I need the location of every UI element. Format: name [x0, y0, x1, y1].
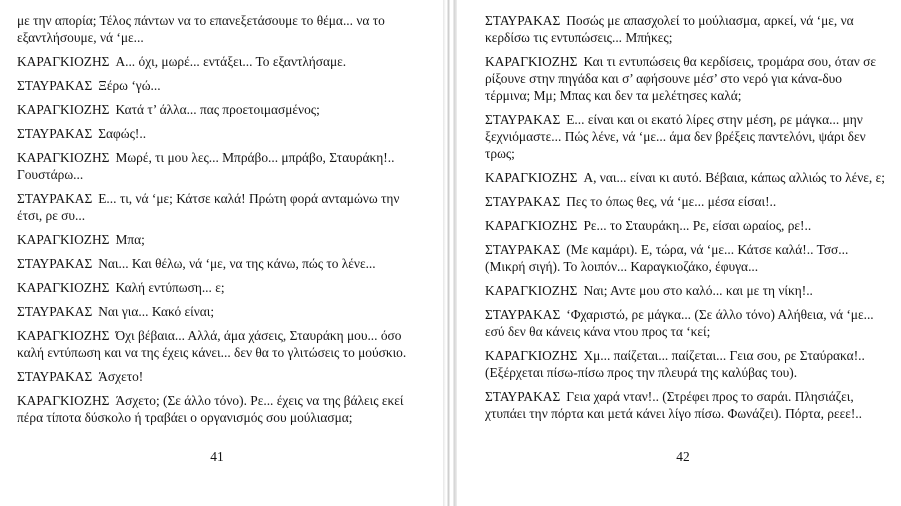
book-gutter	[443, 0, 457, 506]
left-page-text	[17, 12, 427, 433]
right-page-number: 42	[676, 449, 690, 464]
dialogue-paragraph	[17, 327, 427, 361]
right-page-text	[485, 12, 885, 429]
dialogue-text: Όχι βέβαια... Αλλά, άμα χάσεις, Σταυράκη μου... όσο καλή εντύπωση και να της έχεις κάνει... δεν θα το γλιτώσεις το μούσκιο.	[17, 328, 407, 360]
dialogue-text: Ρε... το Σταυράκη... Ρε, είσαι ωραίος, ρε!..	[583, 218, 812, 233]
dialogue-text: Πες το όπως θες, νά ‘με... μέσα είσαι!..	[566, 194, 777, 209]
speaker-name: ΚΑΡΑΓΚΙΟΖΗΣ	[485, 348, 578, 363]
speaker-name: ΚΑΡΑΓΚΙΟΖΗΣ	[17, 328, 110, 343]
dialogue-text: Α, ναι... είναι κι αυτό. Βέβαια, κάπως αλλιώς το λένε, ε;	[583, 170, 885, 185]
dialogue-paragraph	[17, 190, 427, 224]
speaker-name: ΣΤΑΥΡΑΚΑΣ	[485, 13, 561, 28]
speaker-name: ΣΤΑΥΡΑΚΑΣ	[485, 194, 561, 209]
dialogue-paragraph	[17, 12, 427, 46]
dialogue-text: Α... όχι, μωρέ... εντάξει... Το εξαντλήσαμε.	[115, 54, 347, 69]
dialogue-text: Ε... τι, νά ‘με; Κάτσε καλά! Πρώτη φορά ανταμώνω την έτσι, ρε συ...	[17, 191, 400, 223]
dialogue-text: Καλή εντύπωση... ε;	[115, 280, 225, 295]
speaker-name: ΚΑΡΑΓΚΙΟΖΗΣ	[17, 54, 110, 69]
speaker-name: ΚΑΡΑΓΚΙΟΖΗΣ	[485, 218, 578, 233]
dialogue-paragraph	[485, 12, 885, 46]
dialogue-text: Κατά τ’ άλλα... πας προετοιμασμένος;	[115, 102, 320, 117]
dialogue-text: με την απορία; Τέλος πάντων να το επανεξετάσουμε το θέμα... να το εξαντλήσουμε, νά ‘με...	[17, 13, 385, 45]
dialogue-text: Ε... είναι και οι εκατό λίρες στην μέση, ρε μάγκα... μην ξεχνιόμαστε... Πώς λένε, νά ‘με... άμα δεν βρέξεις παντελόνι, ψάρι δεν τρως;	[485, 112, 866, 161]
speaker-name: ΚΑΡΑΓΚΙΟΖΗΣ	[17, 232, 110, 247]
dialogue-paragraph	[17, 303, 427, 320]
dialogue-paragraph	[17, 77, 427, 94]
dialogue-paragraph	[17, 53, 427, 70]
speaker-name: ΚΑΡΑΓΚΙΟΖΗΣ	[17, 102, 110, 117]
dialogue-paragraph	[485, 306, 885, 340]
left-page-number: 41	[210, 449, 224, 464]
dialogue-paragraph	[17, 231, 427, 248]
speaker-name: ΣΤΑΥΡΑΚΑΣ	[485, 112, 561, 127]
dialogue-paragraph	[485, 347, 885, 381]
dialogue-paragraph	[17, 279, 427, 296]
dialogue-paragraph	[485, 193, 885, 210]
dialogue-paragraph	[17, 368, 427, 385]
speaker-name: ΣΤΑΥΡΑΚΑΣ	[17, 369, 93, 384]
dialogue-paragraph	[485, 388, 885, 422]
dialogue-text: Ποσώς με απασχολεί το μούλιασμα, αρκεί, νά ‘με, να κερδίσω τις εντυπώσεις... Μπήκες;	[485, 13, 854, 45]
speaker-name: ΣΤΑΥΡΑΚΑΣ	[17, 126, 93, 141]
dialogue-text: Ξέρω ‘γώ...	[98, 78, 161, 93]
left-page	[0, 0, 443, 506]
right-page	[457, 0, 901, 506]
dialogue-text: Μωρέ, τι μου λες... Μπράβο... μπράβο, Σταυράκη!.. Γουστάρω...	[17, 150, 395, 182]
dialogue-paragraph	[17, 149, 427, 183]
dialogue-paragraph	[485, 111, 885, 162]
speaker-name: ΣΤΑΥΡΑΚΑΣ	[485, 242, 561, 257]
speaker-name: ΣΤΑΥΡΑΚΑΣ	[17, 304, 93, 319]
dialogue-paragraph	[485, 53, 885, 104]
speaker-name: ΚΑΡΑΓΚΙΟΖΗΣ	[485, 283, 578, 298]
dialogue-paragraph	[17, 125, 427, 142]
speaker-name: ΚΑΡΑΓΚΙΟΖΗΣ	[485, 170, 578, 185]
dialogue-text: (Με καμάρι). Ε, τώρα, νά ‘με... Κάτσε καλά!.. Τσσ... (Μικρή σιγή). Το λοιπόν... Καραγκιοζάκο, έφυγα...	[485, 242, 849, 274]
dialogue-paragraph	[485, 241, 885, 275]
dialogue-text: Μπα;	[115, 232, 145, 247]
speaker-name: ΣΤΑΥΡΑΚΑΣ	[485, 307, 561, 322]
dialogue-paragraph	[485, 217, 885, 234]
dialogue-text: Και τι εντυπώσεις θα κερδίσεις, τρομάρα σου, όταν σε ρίξουνε στην πηγάδα και σ’ αφήσουνε μέσ’ στο νερό για κάνα-δυο τέρμινα; Μμ; Μπας και δεν τα μελέτησες καλά;	[485, 54, 877, 103]
speaker-name: ΣΤΑΥΡΑΚΑΣ	[17, 78, 93, 93]
dialogue-paragraph	[17, 392, 427, 426]
speaker-name: ΚΑΡΑΓΚΙΟΖΗΣ	[17, 280, 110, 295]
dialogue-paragraph	[485, 169, 885, 186]
dialogue-text: Γεια χαρά νταν!.. (Στρέφει προς το σαράι. Πλησιάζει, χτυπάει την πόρτα και μετά κάνει λίγο πίσω. Φωνάζει). Πόρτα, ρεεε!..	[485, 389, 862, 421]
dialogue-text: Άσχετο!	[98, 369, 144, 384]
dialogue-text: ‘Φχαριστώ, ρε μάγκα... (Σε άλλο τόνο) Αλήθεια, νά ‘με... εσύ δεν θα κάνεις κάνα ντου προς τα ‘κεί;	[485, 307, 874, 339]
speaker-name: ΚΑΡΑΓΚΙΟΖΗΣ	[485, 54, 578, 69]
dialogue-text: Άσχετο; (Σε άλλο τόνο). Ρε... έχεις να της βάλεις εκεί πέρα τίποτα δύσκολο ή τραβάει ο οργανισμός σου μούλιασμα;	[17, 393, 404, 425]
speaker-name: ΚΑΡΑΓΚΙΟΖΗΣ	[17, 393, 110, 408]
dialogue-text: Ναι για... Κακό είναι;	[98, 304, 215, 319]
dialogue-text: Σαφώς!..	[98, 126, 147, 141]
dialogue-paragraph	[485, 282, 885, 299]
dialogue-text: Ναι; Αντε μου στο καλό... και με τη νίκη!..	[583, 283, 813, 298]
dialogue-paragraph	[17, 255, 427, 272]
speaker-name: ΣΤΑΥΡΑΚΑΣ	[17, 191, 93, 206]
dialogue-text: Ναι... Και θέλω, νά ‘με, να της κάνω, πώς το λένε...	[98, 256, 376, 271]
speaker-name: ΣΤΑΥΡΑΚΑΣ	[17, 256, 93, 271]
dialogue-text: Χμ... παίζεται... παίζεται... Γεια σου, ρε Σταύρακα!.. (Εξέρχεται πίσω-πίσω προς την πλευρά της καλύβας του).	[485, 348, 865, 380]
speaker-name: ΣΤΑΥΡΑΚΑΣ	[485, 389, 561, 404]
dialogue-paragraph	[17, 101, 427, 118]
speaker-name: ΚΑΡΑΓΚΙΟΖΗΣ	[17, 150, 110, 165]
